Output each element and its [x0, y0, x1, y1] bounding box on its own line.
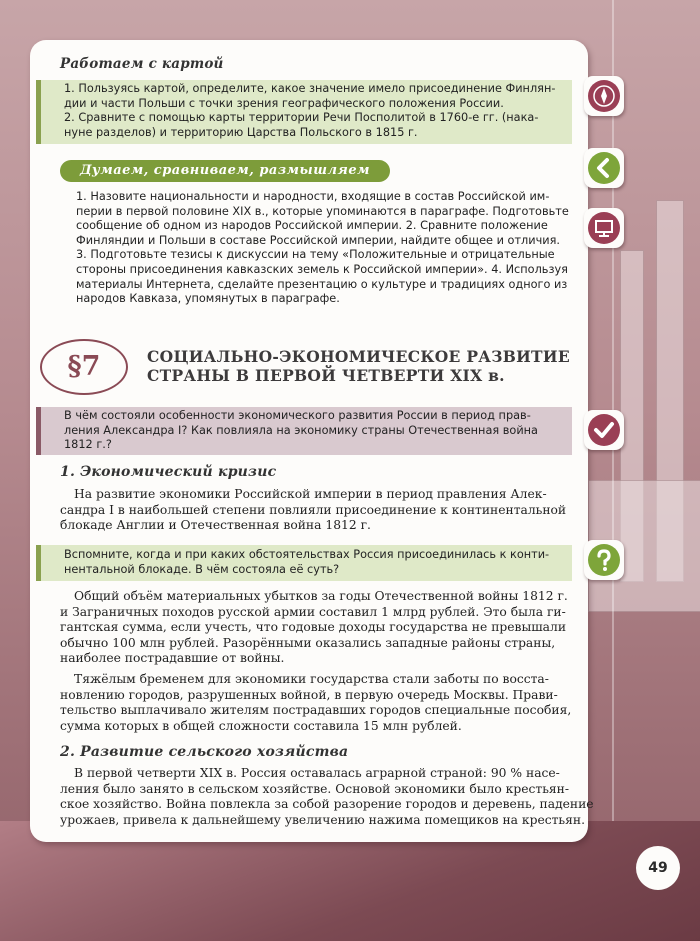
section-questions-box: [36, 407, 572, 455]
map-task-box: [36, 80, 572, 144]
paragraph-line: урожаев, привела к дальнейшему увеличению нажима помещиков на крестьян.: [60, 812, 585, 827]
paragraph-line: блокаде Англии и Отечественная война 1812 г.: [60, 518, 371, 533]
back-arrow-icon-badge: [588, 152, 620, 184]
paragraph-line: ления было занято в сельском хозяйстве. Основой экономики было крестьян-: [60, 781, 569, 796]
map-heading: Работаем с картой: [60, 56, 224, 72]
question-icon: [584, 540, 624, 580]
think-task-line: 1. Назовите национальности и народности, входящие в состав Российской им-: [76, 190, 550, 203]
recall-line: Вспомните, когда и при каких обстоятельствах Россия присоединилась к конти-: [64, 548, 550, 561]
think-task-line: 3. Подготовьте тезисы к дискуссии на тему «Положительные и отрицательные: [76, 248, 555, 262]
paragraph-line: ское хозяйство. Война повлекла за собой разорение городов и деревень, падение: [60, 797, 594, 812]
section-title-line: СОЦИАЛЬНО-ЭКОНОМИЧЕСКОЕ РАЗВИТИЕ: [147, 347, 570, 366]
recall-box: [36, 545, 572, 581]
question-icon-badge: [588, 544, 620, 576]
monitor-icon[interactable]: [584, 208, 624, 248]
paragraph: [60, 589, 580, 667]
paragraph-line: сандра I в наибольшей степени повлияли присоединение к континентальной: [60, 502, 567, 517]
compass-icon-badge: [588, 80, 620, 112]
back-arrow-icon[interactable]: [584, 148, 624, 188]
paragraph-line: новлению городов, разрушенных войной, в первую очередь Москвы. Прави-: [60, 687, 558, 702]
paragraph-line: обычно 100 млн рублей. Разорёнными оказались западные районы страны,: [60, 635, 556, 650]
think-task-line: Финляндии и Польши в составе Российской империи, найдите общее и отличия.: [76, 233, 560, 247]
paragraph: [60, 487, 580, 534]
paragraph: [60, 766, 594, 828]
think-task-line: перии в первой половине XIX в., которые упоминаются в параграфе. Подготовьте: [76, 204, 569, 218]
checkmark-icon: [584, 410, 624, 450]
subsection-heading: 1. Экономический кризис: [60, 464, 277, 480]
monitor-icon-badge: [588, 212, 620, 244]
think-task-line: сообщение об одном из народов Российской империи. 2. Сравните положение: [76, 219, 548, 233]
checkmark-icon-glyph: [588, 414, 620, 446]
recall-line: нентальной блокаде. В чём состояла её суть?: [64, 562, 340, 576]
think-task-text: [76, 190, 576, 307]
think-task-line: стороны присоединения кавказских земель к Российской империи». 4. Используя: [76, 262, 568, 276]
paragraph-line: Тяжёлым бременем для экономики государства стали заботы по восста-: [74, 672, 549, 686]
map-task-line: нуне разделов) и территорию Царства Польского в 1815 г.: [64, 125, 418, 139]
subsection-heading: 2. Развитие сельского хозяйства: [60, 744, 349, 760]
monitor-icon-glyph: [588, 212, 620, 244]
map-task-line: 2. Сравните с помощью карты территории Речи Посполитой в 1760-е гг. (нака-: [64, 111, 539, 125]
question-line: В чём состояли особенности экономического развития России в период прав-: [64, 409, 531, 422]
paragraph-line: гантская сумма, если учесть, что годовые доходы государства не превышали: [60, 620, 567, 635]
think-task-line: материалы Интернета, сделайте презентацию о культуре и традициях одного из: [76, 277, 568, 291]
paragraph-line: В первой четверти XIX в. Россия оставалась аграрной страной: 90 % насе-: [74, 766, 560, 780]
paragraph-line: На развитие экономики Российской империи в период правления Алек-: [74, 487, 547, 501]
paragraph-line: сумма которых в общей сложности составила 15 млн рублей.: [60, 718, 462, 733]
back-arrow-icon-glyph: [588, 152, 620, 184]
page-number: 49: [636, 846, 680, 890]
question-line: 1812 г.?: [64, 438, 112, 452]
question-icon-glyph: [588, 544, 620, 576]
section-title: [147, 347, 570, 385]
paragraph: [60, 672, 580, 734]
think-task-line: народов Кавказа, упомянутых в параграфе.: [76, 292, 340, 306]
compass-icon-glyph: [588, 80, 620, 112]
decor-stripe: [612, 0, 614, 941]
question-line: ления Александра I? Как повлияла на экономику страны Отечественная война: [64, 423, 538, 437]
section-number: §7: [40, 339, 128, 395]
section-title-line: СТРАНЫ В ПЕРВОЙ ЧЕТВЕРТИ XIX в.: [147, 366, 505, 385]
compass-icon: [584, 76, 624, 116]
paragraph-line: и Заграничных походов русской армии составил 1 млрд рублей. Это была ги-: [60, 604, 566, 619]
paragraph-line: Общий объём материальных убытков за годы Отечественной войны 1812 г.: [74, 589, 568, 603]
map-task-line: дии и части Польши с точки зрения географического положения России.: [64, 96, 504, 110]
think-banner: Думаем, сравниваем, размышляем: [60, 160, 390, 182]
checkmark-icon-badge: [588, 414, 620, 446]
paragraph-line: наиболее пострадавшие от войны.: [60, 651, 285, 666]
map-task-line: 1. Пользуясь картой, определите, какое значение имело присоединение Финлян-: [64, 82, 556, 95]
paragraph-line: тельство выплачивало жителям пострадавших городов специальные пособия,: [60, 703, 572, 718]
